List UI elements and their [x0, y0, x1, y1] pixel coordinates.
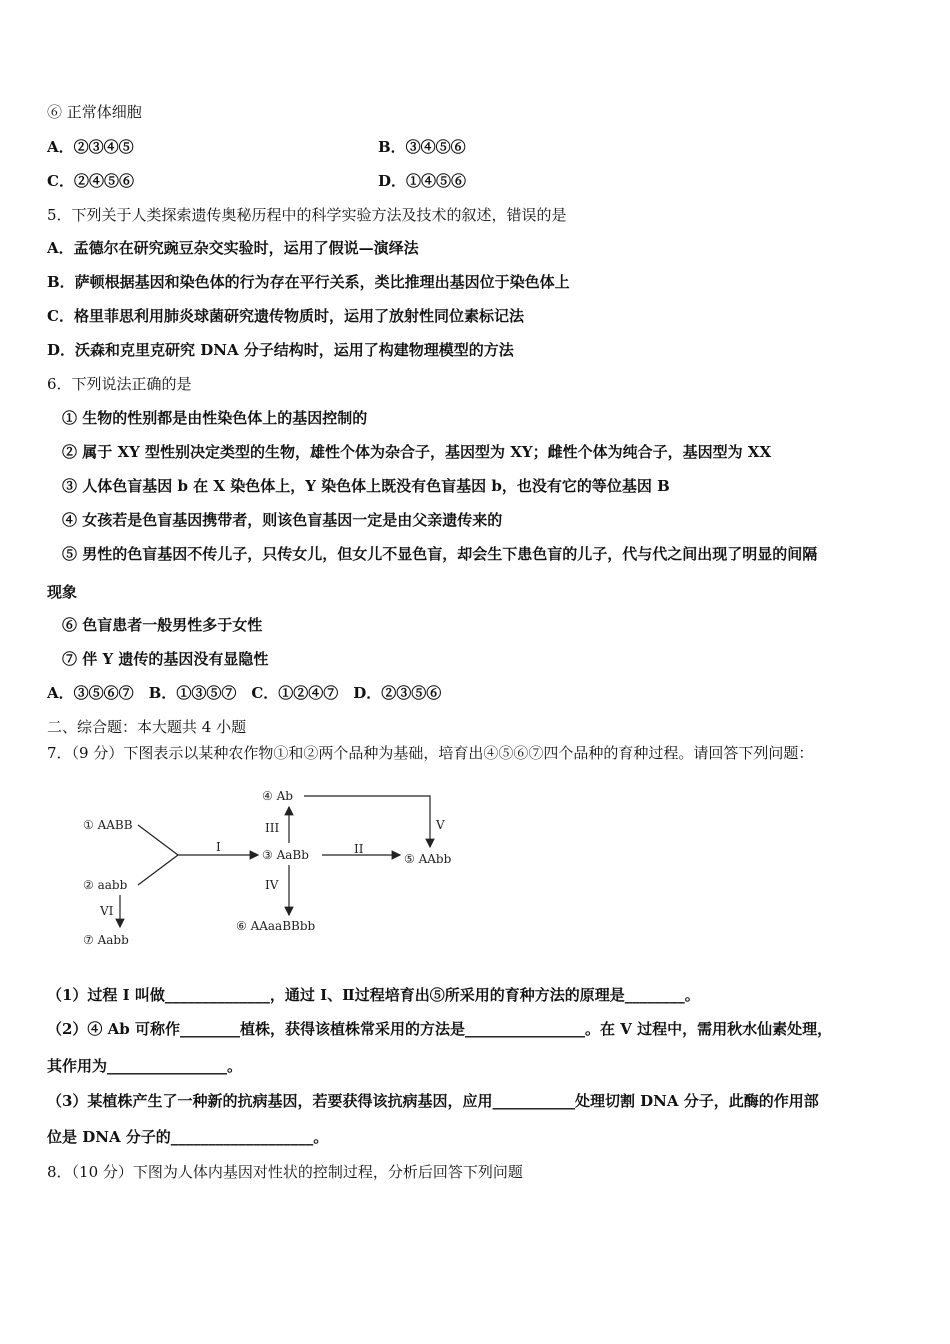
- q6-statement-6: ⑥ 色盲患者一般男性多于女性: [62, 616, 263, 634]
- section-heading: 二、综合题：本大题共 4 小题: [47, 718, 247, 736]
- breeding-diagram: [78, 785, 478, 955]
- label-IV: IV: [265, 878, 279, 892]
- text-line: ⑥ 正常体细胞: [47, 103, 142, 121]
- node-1: ① AABB: [83, 818, 133, 832]
- q5-option-a: A．孟德尔在研究豌豆杂交实验时，运用了假说—演绎法: [47, 239, 419, 257]
- q5-option-b: B．萨顿根据基因和染色体的行为存在平行关系，类比推理出基因位于染色体上: [47, 273, 570, 291]
- q6-statement-3: ③ 人体色盲基因 b 在 X 染色体上，Y 染色体上既没有色盲基因 b，也没有它的等位基因 B: [62, 477, 670, 495]
- branch-2: [138, 855, 178, 885]
- node-7: ⑦ Aabb: [83, 933, 129, 947]
- q7-part-2: （2）④ Ab 可称作________植株，获得该植株常采用的方法是________________。在 V 过程中，需用秋水仙素处理，: [47, 1020, 833, 1038]
- label-VI: VI: [100, 904, 114, 918]
- option-c: C．②④⑤⑥: [47, 172, 134, 190]
- node-2: ② aabb: [83, 878, 128, 892]
- branch-1: [138, 825, 178, 855]
- node-3: ③ AaBb: [262, 848, 309, 862]
- q6-options: A．③⑤⑥⑦ B．①③⑤⑦ C．①②④⑦ D．②③⑤⑥: [47, 684, 442, 702]
- q5-option-c: C．格里菲思利用肺炎球菌研究遗传物质时，运用了放射性同位素标记法: [47, 307, 524, 325]
- q5-option-d: D．沃森和克里克研究 DNA 分子结构时，运用了构建物理模型的方法: [47, 341, 514, 359]
- q7-part-1: （1）过程 I 叫做______________，通过 I、Ⅱ过程培育出⑤所采用的育种方法的原理是________。: [47, 986, 700, 1004]
- label-II: II: [354, 842, 364, 856]
- q6-statement-5: ⑤ 男性的色盲基因不传儿子，只传女儿，但女儿不显色盲，却会生下患色盲的儿子，代与代之间出现了明显的间隔: [62, 545, 818, 563]
- q6-statement-1: ① 生物的性别都是由性染色体上的基因控制的: [62, 409, 368, 427]
- question-8-stem: 8．（10 分）下图为人体内基因对性状的控制过程，分析后回答下列问题: [47, 1163, 523, 1181]
- q7-part-3-cont: 位是 DNA 分子的___________________。: [47, 1128, 329, 1146]
- q7-part-3: （3）某植株产生了一种新的抗病基因，若要获得该抗病基因，应用___________处理切割 DNA 分子，此酶的作用部: [47, 1092, 819, 1110]
- question-5-stem: 5．下列关于人类探索遗传奥秘历程中的科学实验方法及技术的叙述，错误的是: [47, 206, 567, 224]
- label-III: III: [265, 821, 280, 835]
- q6-statement-2: ② 属于 XY 型性别决定类型的生物，雄性个体为杂合子，基因型为 XY；雌性个体为纯合子，基因型为 XX: [62, 443, 772, 461]
- question-6-stem: 6．下列说法正确的是: [47, 375, 192, 393]
- option-a: A．②③④⑤: [47, 138, 134, 156]
- label-V: V: [436, 818, 445, 832]
- q6-statement-7: ⑦ 伴 Y 遗传的基因没有显隐性: [62, 650, 269, 668]
- option-d: D．①④⑤⑥: [378, 172, 467, 190]
- option-b: B．③④⑤⑥: [378, 138, 466, 156]
- node-6: ⑥ AAaaBBbb: [236, 919, 316, 933]
- q6-statement-4: ④ 女孩若是色盲基因携带者，则该色盲基因一定是由父亲遗传来的: [62, 511, 503, 529]
- node-4: ④ Ab: [262, 789, 293, 803]
- question-7-stem: 7．（9 分）下图表示以某种农作物①和②两个品种为基础，培育出④⑤⑥⑦四个品种的育种过程。请回答下列问题：: [47, 744, 814, 762]
- label-I: I: [216, 840, 221, 854]
- q6-statement-5-cont: 现象: [47, 583, 78, 601]
- q7-part-2-cont: 其作用为________________。: [47, 1057, 243, 1075]
- node-5: ⑤ AAbb: [404, 852, 452, 866]
- arrow-V: [304, 796, 430, 847]
